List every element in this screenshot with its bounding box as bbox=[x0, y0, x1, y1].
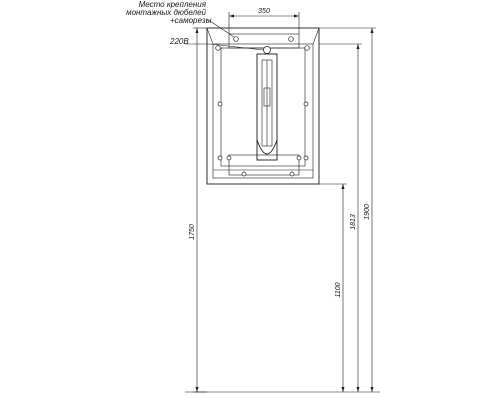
mount-hole bbox=[297, 156, 301, 160]
mount-hole bbox=[216, 46, 221, 51]
top-mounting-rail bbox=[216, 34, 310, 50]
dim-bottom-height bbox=[319, 184, 347, 392]
mount-note bbox=[126, 0, 211, 25]
cabinet bbox=[207, 28, 319, 184]
dim-top-width bbox=[229, 8, 299, 34]
power-channel bbox=[257, 47, 277, 161]
side-hole bbox=[304, 156, 308, 160]
dim-right-height-1 bbox=[319, 44, 362, 392]
mount-hole bbox=[305, 46, 310, 51]
dim-top-width-value: 350 bbox=[258, 8, 270, 15]
mount-hole bbox=[242, 172, 246, 176]
side-hole bbox=[218, 156, 222, 160]
dim-right-height-1-value: 1813 bbox=[350, 214, 357, 230]
dim-right-height-2-value: 1900 bbox=[364, 204, 371, 220]
mount-hole bbox=[234, 37, 239, 42]
side-hole bbox=[218, 102, 222, 106]
mount-note-line1: Место крепления bbox=[138, 0, 206, 9]
mount-hole bbox=[290, 172, 294, 176]
dim-right-height-2 bbox=[319, 28, 376, 392]
socket-icon bbox=[264, 47, 271, 54]
cabinet-outline bbox=[207, 28, 319, 184]
mount-hole bbox=[289, 37, 294, 42]
top-rail bbox=[229, 34, 299, 48]
back-panel bbox=[221, 48, 305, 166]
dim-left-height-value: 1750 bbox=[189, 224, 196, 240]
mount-note-line3: +саморезы bbox=[170, 16, 212, 25]
side-hole bbox=[304, 102, 308, 106]
dim-left-height bbox=[189, 28, 207, 392]
frame-corner-tr bbox=[313, 28, 319, 44]
bottom-mounting-rail bbox=[227, 155, 301, 176]
bottom-rail bbox=[229, 155, 299, 175]
mount-hole bbox=[227, 156, 231, 160]
mount-note-line2: монтажных дюбелей bbox=[126, 8, 206, 17]
dim-bottom-height-value: 1100 bbox=[335, 282, 342, 298]
frame-corner-tl bbox=[207, 28, 213, 44]
power-label: 220В bbox=[170, 37, 189, 46]
